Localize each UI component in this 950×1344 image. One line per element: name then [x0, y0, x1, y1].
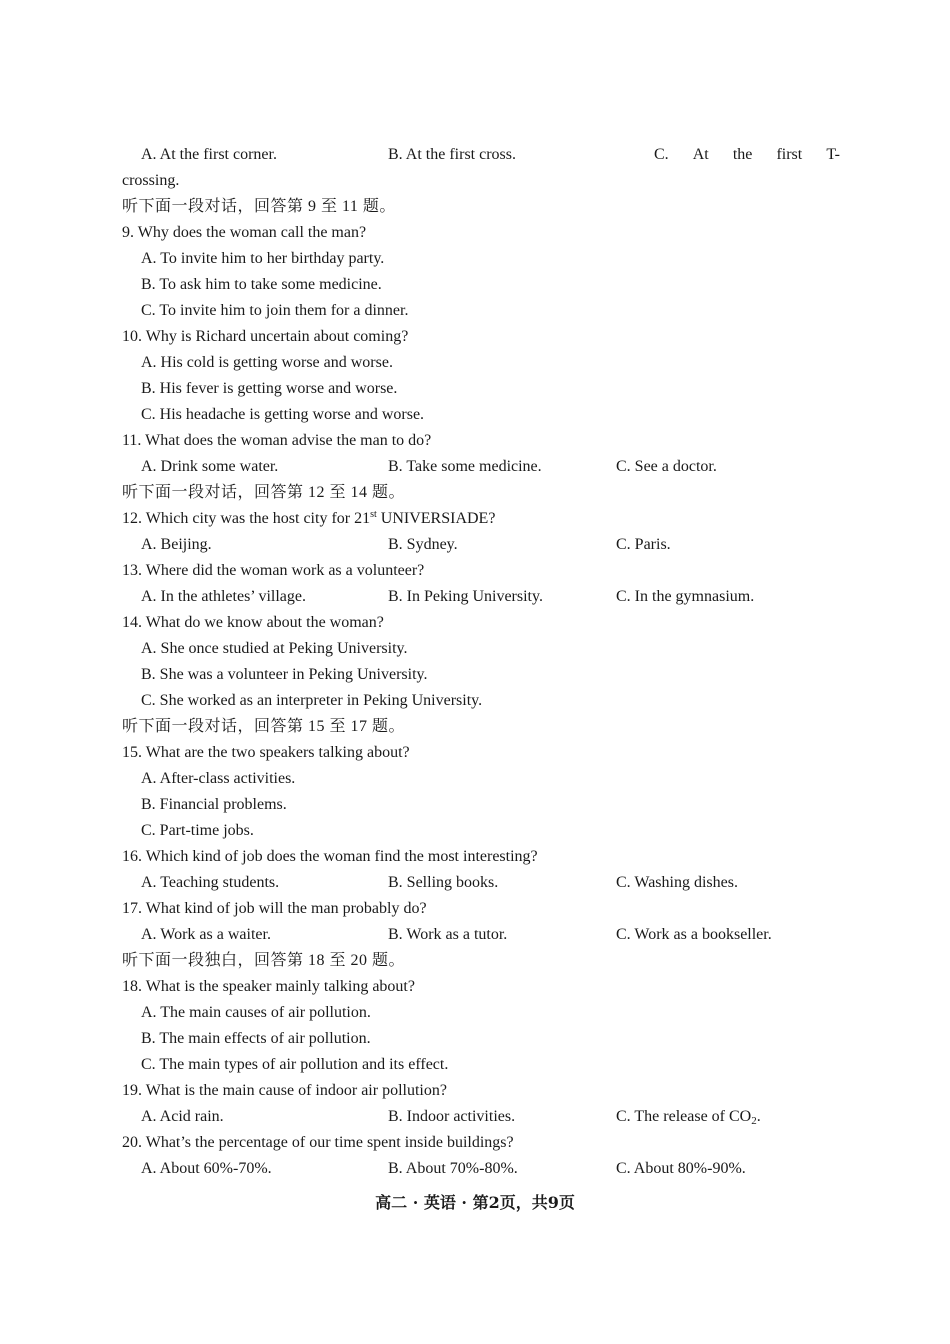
q12-option-b: B. Sydney. [388, 536, 458, 553]
section-heading-18-20: 听下面一段独白，回答第 18 至 20 题。 [122, 952, 406, 969]
question-9 [0, 221, 950, 245]
question-12 [0, 507, 950, 531]
question-stem: 17. What kind of job will the man probably do? [122, 900, 427, 917]
question-stem: 11. What does the woman advise the man to do? [122, 432, 432, 449]
q8-option-c-continued: crossing. [122, 172, 180, 189]
q10-option-a: A. His cold is getting worse and worse. [141, 354, 393, 371]
q14-option-a: A. She once studied at Peking University. [141, 640, 408, 657]
question-18 [0, 975, 950, 999]
q14-option-c: C. She worked as an interpreter in Peking University. [141, 692, 483, 709]
q19-option-a: A. Acid rain. [141, 1108, 224, 1125]
q13-option-c: C. In the gymnasium. [616, 588, 755, 605]
q20-options-row [0, 1157, 950, 1181]
question-stem: 13. Where did the woman work as a volunteer? [122, 562, 425, 579]
question-stem: 20. What’s the percentage of our time spent inside buildings? [122, 1134, 514, 1151]
q19-option-b: B. Indoor activities. [388, 1108, 516, 1125]
q13-option-a: A. In the athletes’ village. [141, 588, 306, 605]
question-stem: 18. What is the speaker mainly talking about? [122, 978, 415, 995]
q17-option-a: A. Work as a waiter. [141, 926, 271, 943]
q13-options-row [0, 585, 950, 609]
q16-option-b: B. Selling books. [388, 874, 499, 891]
section-heading-15-17: 听下面一段对话，回答第 15 至 17 题。 [122, 718, 406, 735]
q17-option-c: C. Work as a bookseller. [616, 926, 772, 943]
q9-option-c: C. To invite him to join them for a dinner. [141, 302, 409, 319]
q11-options-row [0, 455, 950, 479]
q14-option-b: B. She was a volunteer in Peking University. [141, 666, 428, 683]
q12-options-row [0, 533, 950, 557]
question-20 [0, 1131, 950, 1155]
q16-option-c: C. Washing dishes. [616, 874, 738, 891]
q17-options-row [0, 923, 950, 947]
question-stem: 10. Why is Richard uncertain about coming? [122, 328, 409, 345]
question-13 [0, 559, 950, 583]
question-15 [0, 741, 950, 765]
question-10 [0, 325, 950, 349]
q8-option-b: B. At the first cross. [388, 146, 516, 163]
q11-option-c: C. See a doctor. [616, 458, 717, 475]
q16-option-a: A. Teaching students. [141, 874, 280, 891]
page-footer: 高二 · 英语 · 第2页，共9页 [375, 1193, 575, 1212]
q12-option-a: A. Beijing. [141, 536, 212, 553]
q10-option-b: B. His fever is getting worse and worse. [141, 380, 398, 397]
question-14 [0, 611, 950, 635]
question-16 [0, 845, 950, 869]
q16-options-row [0, 871, 950, 895]
q10-option-c: C. His headache is getting worse and worse. [141, 406, 425, 423]
q9-option-b: B. To ask him to take some medicine. [141, 276, 382, 293]
q20-option-c: C. About 80%-90%. [616, 1160, 746, 1177]
q8-option-c: C. At the first T- [654, 146, 840, 163]
q18-option-c: C. The main types of air pollution and its effect. [141, 1056, 449, 1073]
q20-option-b: B. About 70%-80%. [388, 1160, 518, 1177]
q18-option-a: A. The main causes of air pollution. [141, 1004, 371, 1021]
q8-option-a: A. At the first corner. [141, 146, 277, 163]
question-stem: 9. Why does the woman call the man? [122, 224, 367, 241]
question-stem: 14. What do we know about the woman? [122, 614, 384, 631]
question-stem: 15. What are the two speakers talking about? [122, 744, 410, 761]
question-17 [0, 897, 950, 921]
question-stem: 19. What is the main cause of indoor air pollution? [122, 1082, 447, 1099]
section-heading-12-14: 听下面一段对话，回答第 12 至 14 题。 [122, 484, 406, 501]
q19-option-c: C. The release of $CO_2$. [616, 1108, 761, 1127]
question-19 [0, 1079, 950, 1103]
question-11 [0, 429, 950, 453]
q11-option-a: A. Drink some water. [141, 458, 279, 475]
q15-option-b: B. Financial problems. [141, 796, 287, 813]
q11-option-b: B. Take some medicine. [388, 458, 542, 475]
q8-options-row [0, 143, 950, 167]
q17-option-b: B. Work as a tutor. [388, 926, 508, 943]
question-stem: 16. Which kind of job does the woman find the most interesting? [122, 848, 538, 865]
section-heading-9-11: 听下面一段对话，回答第 9 至 11 题。 [122, 198, 396, 215]
q18-option-b: B. The main effects of air pollution. [141, 1030, 371, 1047]
question-stem: 12. Which city was the host city for 21st UNIVERSIADE? [122, 509, 496, 527]
q9-option-a: A. To invite him to her birthday party. [141, 250, 385, 267]
q15-option-a: A. After-class activities. [141, 770, 296, 787]
q13-option-b: B. In Peking University. [388, 588, 543, 605]
q12-option-c: C. Paris. [616, 536, 671, 553]
q15-option-c: C. Part-time jobs. [141, 822, 254, 839]
q20-option-a: A. About 60%-70%. [141, 1160, 272, 1177]
q19-options-row [0, 1105, 950, 1129]
